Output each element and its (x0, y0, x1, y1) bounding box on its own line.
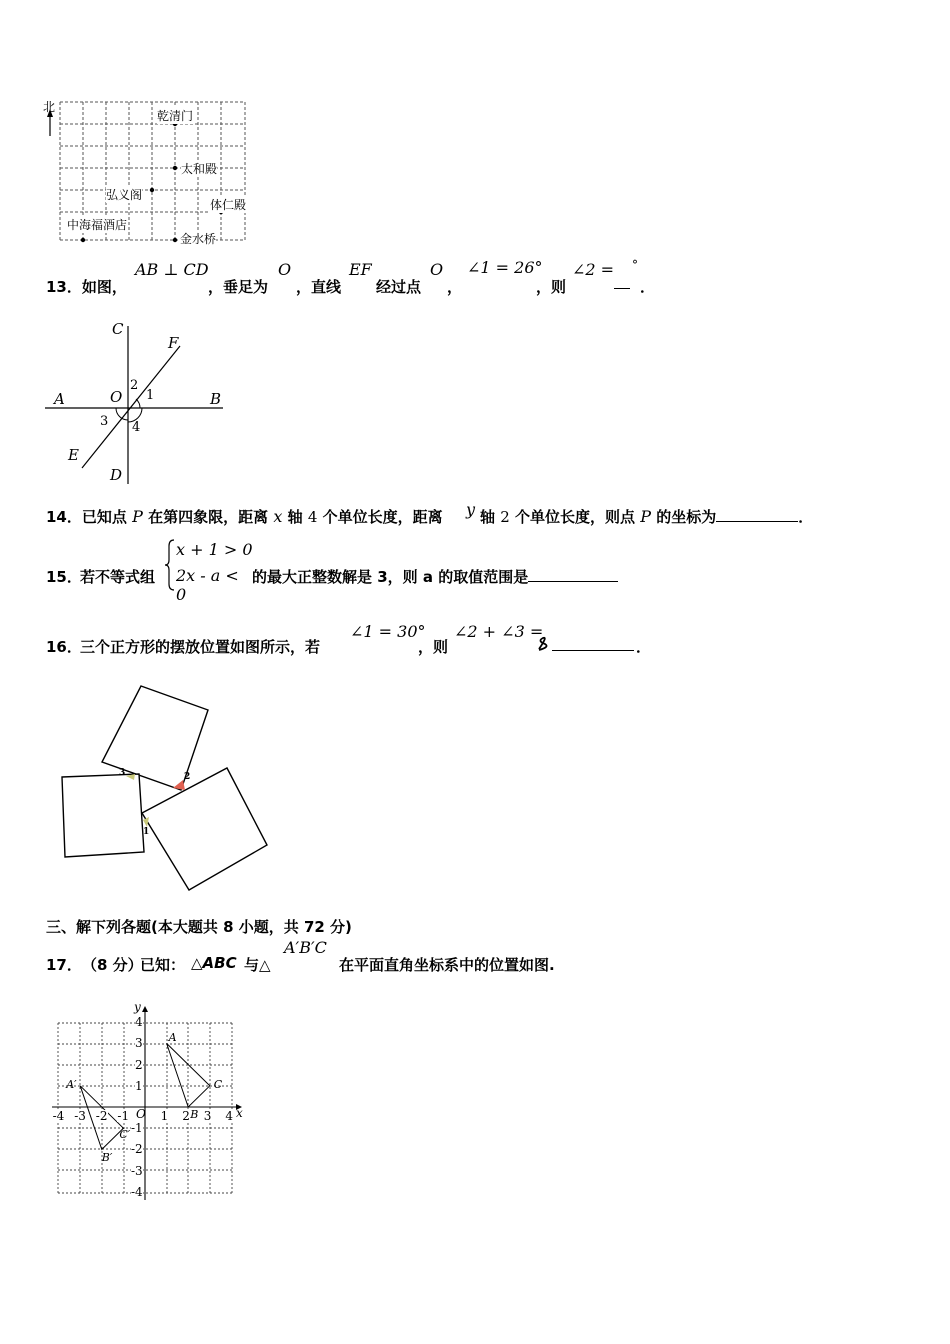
point-label: F (168, 334, 179, 352)
x-axis-label: x (236, 1106, 243, 1120)
square-left (62, 774, 144, 857)
point-label: D (110, 466, 123, 484)
question-text: 已知： (140, 956, 186, 974)
question-text: ，垂足为 (208, 278, 269, 296)
math-var: y (466, 500, 476, 519)
question-text: 已知点 (81, 508, 127, 526)
x-tick-label: -2 (95, 1109, 108, 1123)
x-tick-label: 4 (225, 1109, 234, 1123)
point-label: A (168, 1031, 177, 1045)
map-place: 乾清门 (157, 109, 194, 123)
question-text: 在平面直角坐标系中的位置如图. (339, 956, 555, 974)
point-label: B (190, 1108, 199, 1121)
math-var: x (273, 507, 283, 526)
question-14 (46, 506, 443, 527)
inequality-2: 2x - a < 0 (176, 566, 239, 604)
math-expr: ∠2 + ∠3 = (454, 622, 544, 641)
map-dot (173, 166, 177, 170)
question-score: （8 分） (82, 956, 143, 974)
question-number: 14． (46, 508, 82, 526)
point-label: E (68, 446, 79, 464)
coordinate-grid (48, 1000, 248, 1210)
north-label: 北 (43, 100, 56, 114)
point-label: C (213, 1077, 223, 1091)
question-text: 经过点 (376, 278, 422, 296)
triangle-label: A′B′C (284, 938, 327, 957)
x-tick-label: 2 (182, 1109, 190, 1123)
question-text: 轴 (287, 508, 303, 526)
map-dot (150, 188, 154, 192)
question-text: 轴 (480, 508, 496, 526)
map-place: 金水桥 (180, 232, 217, 246)
point-label: B (210, 390, 222, 408)
map-place: 太和殿 (181, 162, 218, 176)
inequality-system (164, 538, 254, 604)
question-text: 的最大正整数解是 3，则 a 的取值范围是 (252, 568, 529, 586)
point-label: A (54, 390, 65, 408)
question-text: ． (636, 638, 652, 656)
map-place: 体仁殿 (210, 198, 247, 212)
question-number: 15． (46, 568, 82, 586)
map-place: 中海福酒店 (67, 218, 128, 232)
y-tick-label: -2 (131, 1142, 143, 1157)
math-var: EF (349, 260, 372, 279)
math-var: O (430, 260, 444, 279)
angle-label: 3 (100, 414, 109, 429)
y-tick-label: -4 (131, 1184, 143, 1199)
brace-icon (164, 538, 176, 592)
map-place: 弘义阁 (106, 188, 143, 202)
q16-figure (55, 680, 275, 895)
x-tick-label: -3 (74, 1109, 86, 1123)
math-var: P (640, 507, 652, 526)
answer-blank[interactable] (614, 288, 630, 289)
x-tick-label: -4 (52, 1109, 65, 1123)
question-text: ，则 (418, 638, 449, 656)
point-label: A′ (66, 1077, 77, 1091)
scribble-icon (536, 634, 552, 652)
point-label: B′ (101, 1151, 113, 1165)
question-text: 与△ (244, 956, 271, 974)
map-dot (173, 238, 177, 242)
question-text: ． (798, 508, 814, 526)
question-text: 若不等式组 (80, 568, 156, 586)
question-text: 如图， (81, 278, 127, 296)
degree-sign: ° (632, 258, 638, 272)
math-expr: ∠1 = 30° (350, 622, 426, 641)
y-tick-label: -3 (131, 1163, 143, 1178)
math-expr: ∠2 = (572, 260, 615, 279)
map-figure (40, 96, 255, 248)
q13-figure (40, 318, 230, 488)
origin-label: O (136, 1107, 146, 1121)
y-tick-label: 2 (135, 1057, 143, 1072)
point-label: O (110, 388, 123, 406)
inequality-1: x + 1 > 0 (176, 540, 253, 559)
question-14-cont (480, 506, 813, 527)
question-text: ，则 (536, 278, 567, 296)
question-text: 在第四象限，距离 (148, 508, 269, 526)
point-label: C′ (119, 1128, 131, 1142)
question-number: 13． (46, 278, 82, 296)
map-dot (81, 238, 85, 242)
square-right (142, 768, 267, 890)
answer-blank[interactable] (552, 650, 634, 651)
question-13 (46, 276, 127, 297)
math-var: O (278, 260, 292, 279)
math-expr: ∠1 = 26° (467, 258, 543, 277)
angle-label: 2 (184, 772, 191, 782)
angle-label: 2 (130, 378, 139, 393)
angle-label: 1 (146, 388, 155, 403)
y-tick-label: 4 (135, 1015, 143, 1030)
angle-label: 3 (119, 768, 126, 778)
math-expr: AB ⊥ CD (135, 260, 209, 279)
question-text: ， (447, 278, 463, 296)
section-title: 三、解下列各题(本大题共 8 小题，共 72 分) (46, 918, 352, 936)
question-text: 三个正方形的摆放位置如图所示，若 (80, 638, 321, 656)
number: 4 (307, 508, 318, 526)
angle-label: 4 (132, 420, 141, 435)
question-text: 个单位长度，则点 (515, 508, 636, 526)
triangle-label: △ABC (191, 954, 237, 972)
angle-label: 1 (143, 827, 150, 837)
point-label: C (112, 320, 124, 338)
question-number: 16． (46, 638, 82, 656)
answer-blank[interactable] (716, 521, 798, 522)
question-text: ，直线 (296, 278, 342, 296)
question-text: 的坐标为 (656, 508, 717, 526)
x-tick-label: 3 (203, 1109, 212, 1123)
y-axis-label: y (134, 1000, 141, 1014)
y-tick-label: 1 (135, 1078, 143, 1093)
question-number: 17． (46, 956, 82, 974)
question-text: ． (640, 278, 656, 296)
question-text: 个单位长度，距离 (322, 508, 443, 526)
x-tick-label: -1 (117, 1109, 130, 1123)
question-15-cont (252, 566, 618, 587)
answer-blank[interactable] (528, 581, 618, 582)
y-tick-label: -1 (131, 1121, 143, 1136)
y-tick-label: 3 (135, 1036, 143, 1051)
grid-svg (48, 1000, 248, 1210)
number: 2 (500, 508, 510, 526)
math-var: P (132, 507, 143, 526)
line-ef (82, 346, 180, 468)
x-tick-label: 1 (160, 1109, 169, 1123)
